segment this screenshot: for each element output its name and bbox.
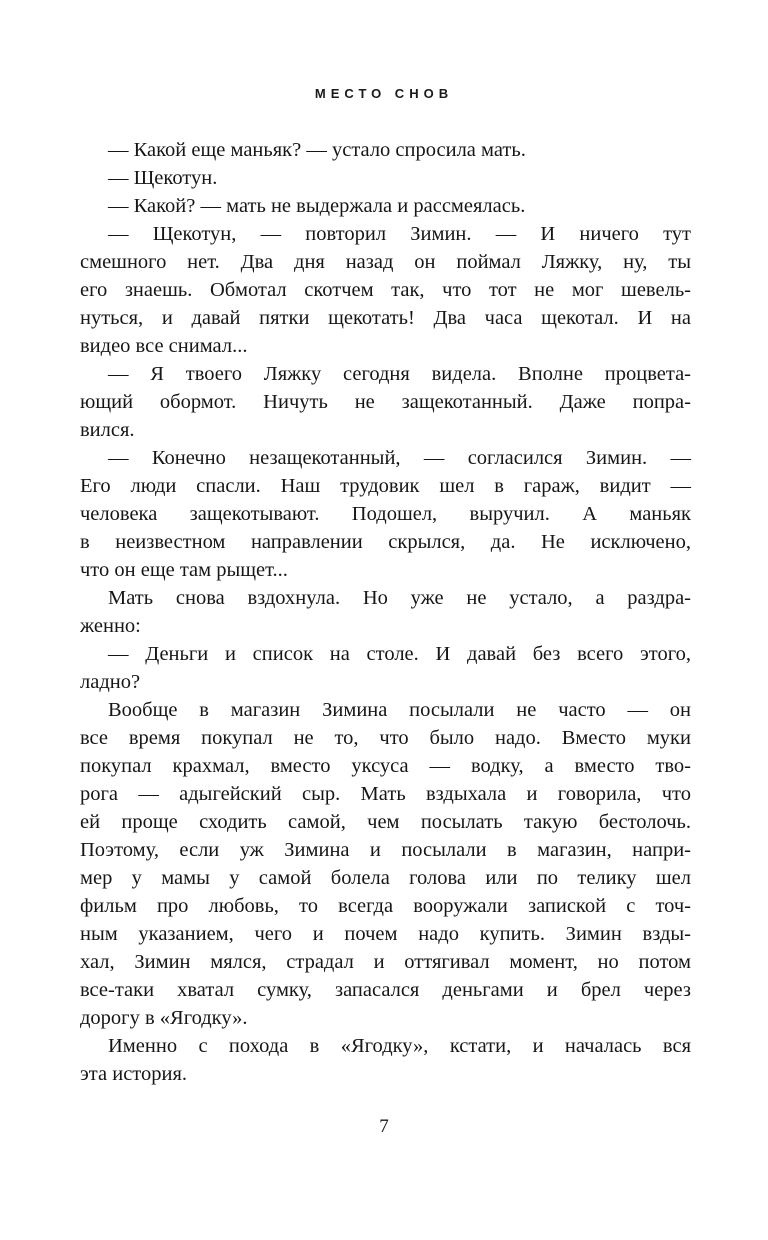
text-line: вился. [80, 419, 135, 441]
text-line: в неизвестном направлении скрылся, да. Не исключено, [80, 531, 691, 553]
text-line: — Конечно незащекотанный, — согласился Зимин. — [108, 447, 691, 469]
text-line: Именно с похода в «Ягодку», кстати, и началась вся [108, 1035, 691, 1057]
text-line: ющий обормот. Ничуть не защекотанный. Даже попра- [80, 391, 691, 413]
text-line: — Щекотун, — повторил Зимин. — И ничего тут [108, 223, 691, 245]
paragraph [80, 1032, 691, 1088]
text-line: покупал крахмал, вместо уксуса — водку, а вместо тво- [80, 755, 691, 777]
text-line: все-таки хватал сумку, запасался деньгами и брел через [80, 979, 691, 1001]
paragraph [80, 360, 691, 444]
text-line: женно: [80, 615, 141, 637]
text-line: рога — адыгейский сыр. Мать вздыхала и говорила, что [80, 783, 691, 805]
text-line: Вообще в магазин Зимина посылали не часто — он [108, 699, 691, 721]
text-line: ей проще сходить самой, чем посылать такую бестолочь. [80, 811, 691, 833]
text-line: человека защекотывают. Подошел, выручил. А маньяк [80, 503, 691, 525]
text-line: эта история. [80, 1063, 188, 1085]
text-line: видео все снимал... [80, 335, 248, 357]
text-line: ным указанием, чего и почем надо купить. Зимин взды- [80, 923, 691, 945]
text-line: фильм про любовь, то всегда вооружали запиской с точ- [80, 895, 691, 917]
text-line: — Деньги и список на столе. И давай без всего этого, [108, 643, 691, 665]
running-header: МЕСТО СНОВ [314, 86, 454, 101]
paragraph [80, 136, 691, 164]
paragraph [80, 640, 691, 696]
text-line: его знаешь. Обмотал скотчем так, что тот не мог шевель- [80, 279, 691, 301]
text-line: Поэтому, если уж Зимина и посылали в магазин, напри- [80, 839, 691, 861]
paragraph [80, 696, 691, 1032]
text-line: мер у мамы у самой болела голова или по телику шел [80, 867, 691, 889]
text-line: дорогу в «Ягодку». [80, 1007, 248, 1029]
text-line: — Какой еще маньяк? — устало спросила мать. [108, 139, 526, 161]
text-line: — Щекотун. [108, 167, 218, 189]
text-line: — Я твоего Ляжку сегодня видела. Вполне процвета- [108, 363, 691, 385]
text-line: все время покупал не то, что было надо. Вместо муки [80, 727, 691, 749]
text-line: нуться, и давай пятки щекотать! Два часа щекотал. И на [80, 307, 691, 329]
text-line: Мать снова вздохнула. Но уже не устало, а раздра- [108, 587, 691, 609]
body-text [80, 136, 691, 1088]
text-line: что он еще там рыщет... [80, 559, 288, 581]
paragraph [80, 584, 691, 640]
paragraph [80, 192, 691, 220]
text-line: смешного нет. Два дня назад он поймал Ляжку, ну, ты [80, 251, 691, 273]
paragraph [80, 164, 691, 192]
page-number: 7 [379, 1116, 389, 1137]
paragraph [80, 220, 691, 360]
paragraph [80, 444, 691, 584]
text-line: — Какой? — мать не выдержала и рассмеялась. [108, 195, 526, 217]
text-line: хал, Зимин мялся, страдал и оттягивал момент, но потом [80, 951, 691, 973]
text-line: ладно? [80, 671, 141, 693]
text-line: Его люди спасли. Наш трудовик шел в гараж, видит — [80, 475, 691, 497]
